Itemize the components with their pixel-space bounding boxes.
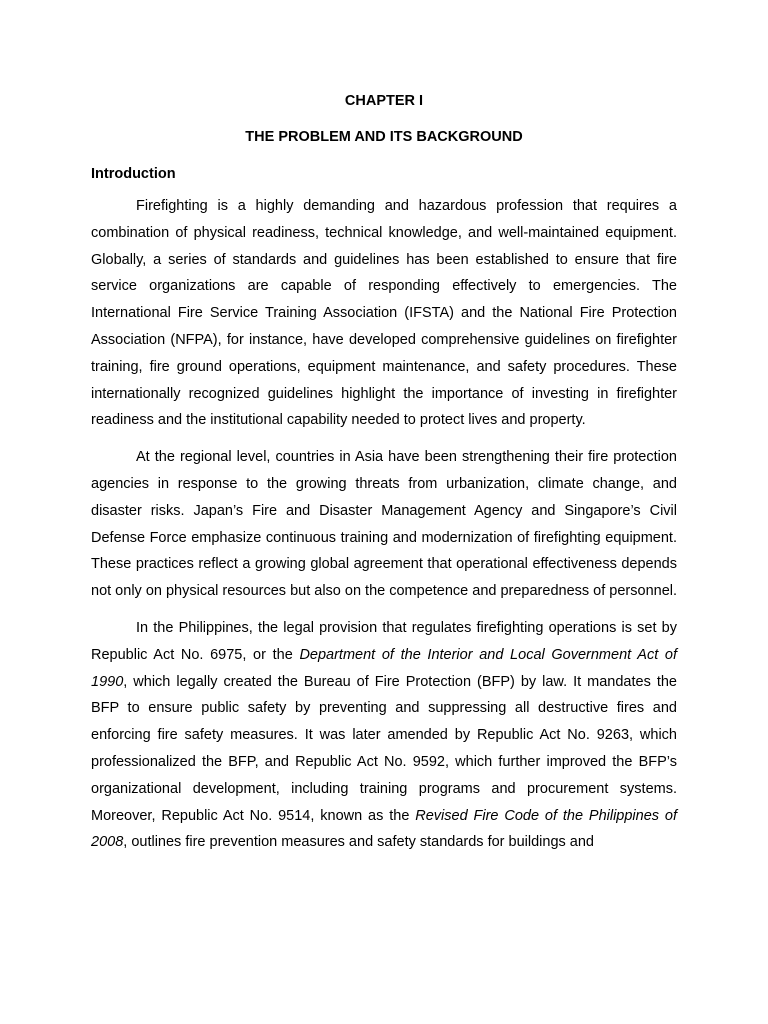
italic-act-title: Department of the Interior and Local Government Act of 1990: [91, 646, 677, 690]
section-heading-introduction: Introduction: [91, 166, 176, 182]
page-content: [91, 86, 677, 866]
chapter-label: CHAPTER I: [344, 93, 424, 109]
paragraph-text-segment: In the Philippines, the legal provision that regulates firefighting operations is set by Republic Act No. 6975, or the: [91, 619, 677, 663]
paragraph-global-context: Firefighting is a highly demanding and hazardous profession that requires a combination of physical readiness, technical knowledge, and well-maintained equipment. Globally, a series of standards and guidelines has been established to ensure that fire service organizations are capable of responding effectively to emergencies. The International Fire Service Training Association (IFSTA) and the National Fire Protection Association (NFPA), for instance, have developed comprehensive guidelines on firefighter training, fire ground operations, equipment maintenance, and safety procedures. These internationally recognized guidelines highlight the importance of investing in firefighter readiness and the institutional capability needed to protect lives and property.: [91, 198, 677, 429]
paragraph-text-segment: , which legally created the Bureau of Fire Protection (BFP) by law. It mandates the BFP to ensure public safety by preventing and suppressing all destructive fires and enforcing fire safety measures. It was later amended by Republic Act No. 9263, which professionalized the BFP, and Republic Act No. 9592, which further improved the BFP’s organizational development, including training programs and procurement systems. Moreover, Republic Act No. 9514, known as the: [91, 673, 677, 824]
chapter-title: THE PROBLEM AND ITS BACKGROUND: [245, 129, 523, 145]
paragraph-philippine-context: [91, 615, 677, 856]
italic-fire-code-title: Revised Fire Code of the Philippines of 2008: [91, 807, 677, 851]
paragraph-regional-context: At the regional level, countries in Asia have been strengthening their fire protection agencies in response to the growing threats from urbanization, climate change, and disaster risks. Japan’s Fire and Disaster Management Agency and Singapore’s Civil Defense Force emphasize continuous training and modernization of firefighting equipment. These practices reflect a growing global agreement that operational effectiveness depends not only on physical resources but also on the competence and preparedness of personnel.: [91, 449, 678, 600]
paragraph-text-segment: , outlines fire prevention measures and safety standards for buildings and: [123, 834, 594, 851]
